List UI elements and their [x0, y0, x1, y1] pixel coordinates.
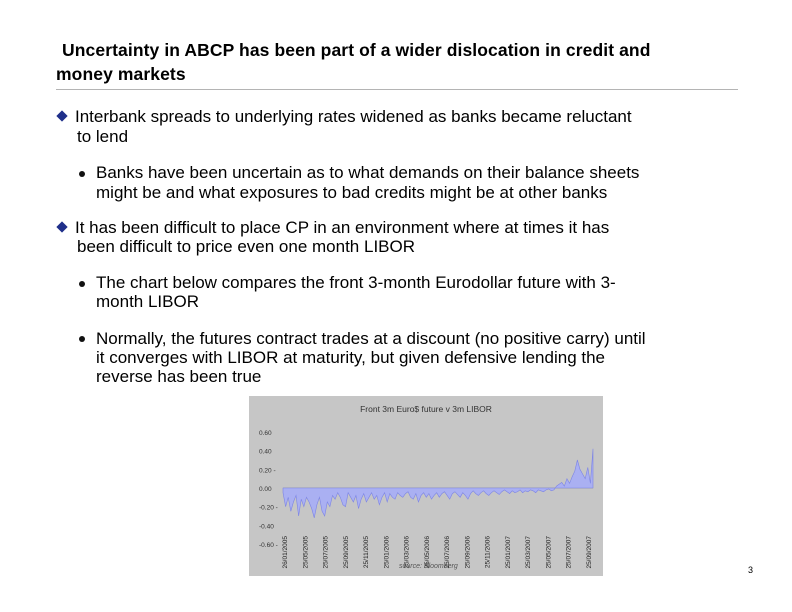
x-tick-label: 25/09/2005: [342, 536, 350, 569]
sub-bullet-1-1-line-2: might be and what exposures to bad credits might be at other banks: [96, 183, 608, 202]
slide-title-line-2: money markets: [56, 64, 186, 84]
x-tick-label: 25/01/2007: [504, 536, 512, 569]
sub-bullet-2-1-line-2: month LIBOR: [96, 292, 199, 311]
sub-bullet-2-2-line-1: Normally, the futures contract trades at a discount (no positive carry) until: [96, 329, 646, 348]
x-tick-label: 25/03/2007: [525, 536, 533, 569]
chart-title: Front 3m Euro$ future v 3m LIBOR: [360, 404, 492, 414]
title-divider: [56, 89, 738, 90]
y-axis-tick-labels: [259, 430, 278, 549]
slide-title: [56, 38, 756, 86]
sub-bullet-2-2-line-3: reverse has been true: [96, 367, 262, 386]
slide-title-line-1: Uncertainty in ABCP has been part of a wider dislocation in credit and: [62, 40, 651, 60]
x-tick-label: 26/01/2005: [282, 536, 289, 569]
y-tick-label: -0.40: [259, 523, 274, 531]
sub-bullet-dot-icon: [79, 171, 85, 177]
sub-bullet-2-1-line-1: The chart below compares the front 3-month Eurodollar future with 3-: [96, 273, 616, 292]
chart-panel: [249, 396, 603, 576]
x-tick-label: 25/09/2007: [586, 536, 593, 569]
y-tick-label: 0.20 -: [259, 467, 276, 475]
x-tick-label: 25/07/2005: [322, 536, 330, 569]
x-tick-label: 25/11/2006: [484, 536, 492, 569]
x-tick-label: 25/05/2007: [545, 536, 553, 569]
sub-bullet-dot-icon: [79, 281, 85, 287]
chart-svg: [249, 396, 603, 576]
bullet-1-line-2: to lend: [77, 127, 129, 146]
y-tick-label: 0.00: [259, 486, 272, 493]
x-tick-label: 25/01/2006: [383, 536, 391, 569]
bullet-2-line-1: It has been difficult to place CP in an environment where at times it has: [75, 218, 610, 237]
sub-bullet-2-2-line-2: it converges with LIBOR at maturity, but given defensive lending the: [96, 348, 606, 367]
y-tick-label: 0.60: [259, 430, 272, 437]
x-tick-label: 25/07/2007: [565, 536, 573, 569]
bullet-diamond-icon: [56, 110, 67, 121]
x-tick-label: 25/03/2006: [403, 536, 411, 569]
y-tick-label: -0.20 -: [259, 504, 278, 512]
chart-source: source: Bloomberg: [399, 563, 458, 570]
x-tick-label: 25/05/2005: [302, 536, 310, 569]
sub-bullet-1-1-line-1: Banks have been uncertain as to what demands on their balance sheets: [96, 163, 640, 182]
bullet-1-line-1: Interbank spreads to underlying rates widened as banks became reluctant: [75, 107, 632, 126]
bullet-2-line-2: been difficult to price even one month LIBOR: [77, 237, 415, 256]
spread-area-series: [283, 449, 593, 518]
y-tick-label: -0.60 -: [259, 542, 278, 549]
x-tick-label: 25/09/2006: [464, 536, 472, 569]
x-tick-label: 25/07/2006: [444, 536, 452, 569]
sub-bullet-dot-icon: [79, 336, 85, 342]
page-number: 3: [748, 565, 754, 575]
x-tick-label: 25/05/2006: [423, 536, 431, 569]
bullet-diamond-icon: [56, 221, 67, 232]
x-tick-label: 25/11/2005: [363, 536, 371, 569]
y-tick-label: 0.40: [259, 448, 272, 456]
